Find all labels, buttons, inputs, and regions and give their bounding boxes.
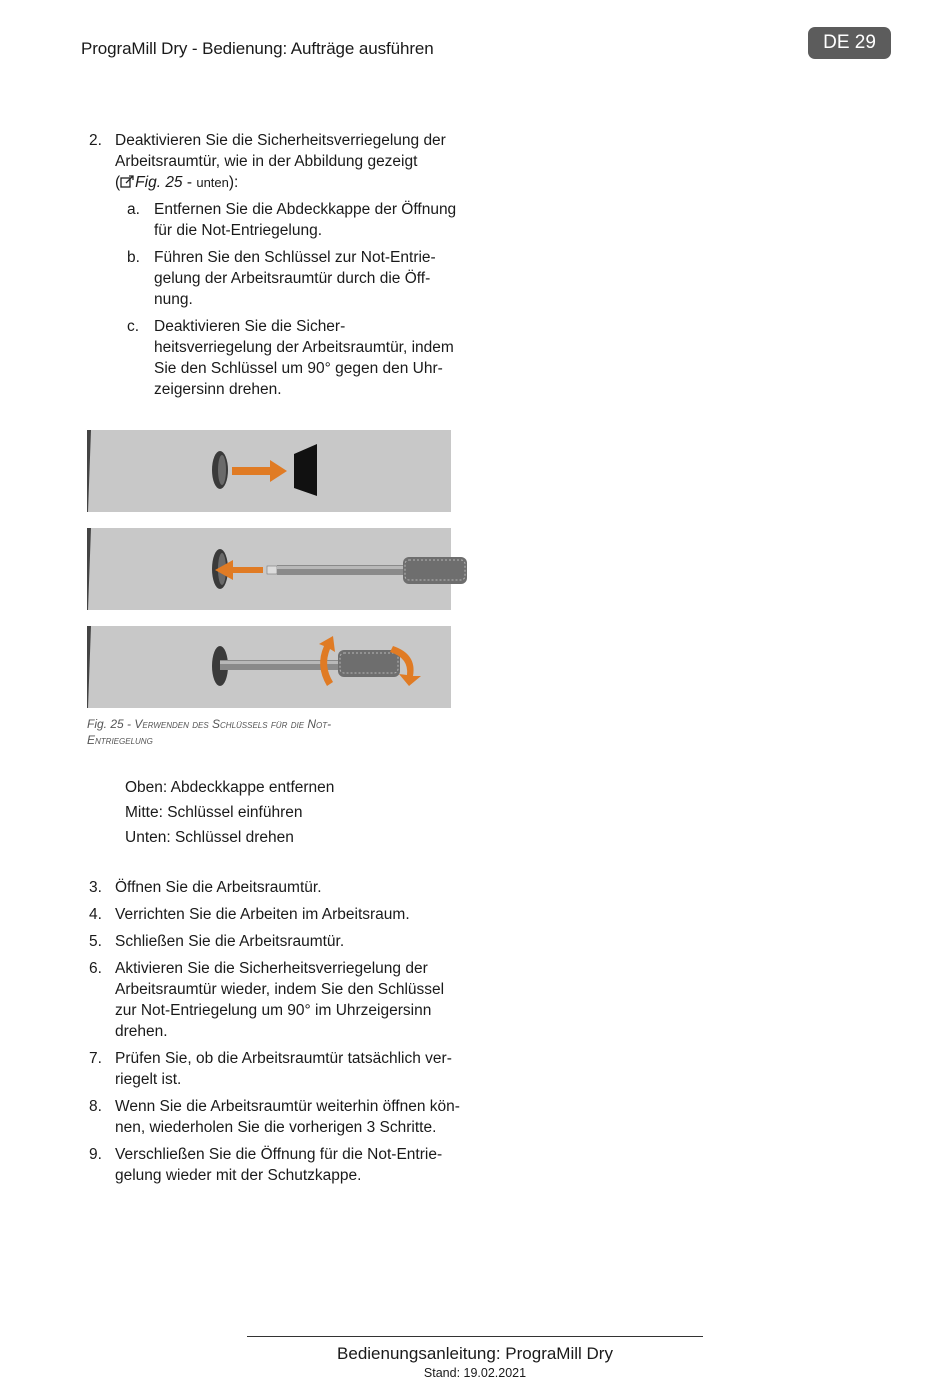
page-badge: DE 29 xyxy=(808,27,891,59)
footer-title: Bedienungsanleitung: PrograMill Dry xyxy=(337,1344,613,1363)
legend-item: Oben: Abdeckkappe entfernen xyxy=(125,779,335,796)
substep-a: a. Entfernen Sie die Abdeckkappe der Öffnung für die Not-Entriegelung. xyxy=(127,201,457,239)
arrow-right-icon xyxy=(232,460,287,482)
figure-panel-insert-key xyxy=(87,528,451,610)
step-8: 8. Wenn Sie die Arbeitsraumtür weiterhin öffnen kön- nen, wiederholen Sie die vorherigen 3 Schritte. xyxy=(89,1098,460,1136)
footer-date: Stand: 19.02.2021 xyxy=(423,1366,527,1380)
instructions-part-2 xyxy=(89,877,479,1192)
step-7: 7. Prüfen Sie, ob die Arbeitsraumtür tatsächlich ver- riegelt ist. xyxy=(89,1050,452,1088)
figure-reference[interactable]: ( Fig. 25 - unten): xyxy=(115,174,239,191)
figure-caption: Fig. 25 - Verwenden des Schlüssels für die Not- Entriegelung xyxy=(87,717,332,747)
figure-legend xyxy=(125,775,334,850)
cap-icon xyxy=(294,444,317,496)
step-6: 6. Aktivieren Sie die Sicherheitsverriegelung der Arbeitsraumtür wieder, indem Sie den Schlüssel zur Not-Entriegelung um 90° im Uhrzeigersinn drehen. xyxy=(89,960,445,1040)
step-text: Deaktivieren Sie die Sicherheitsverriegelung der Arbeitsraumtür, wie in der Abbildung gezeigt ( Fig. 25 - unten): xyxy=(115,132,446,191)
footer-divider xyxy=(247,1336,703,1337)
instructions-part-1 xyxy=(89,130,479,406)
header-title: PrograMill Dry - Bedienung: Aufträge ausführen xyxy=(81,39,434,58)
substep-list xyxy=(115,199,479,400)
substep-b: b. Führen Sie den Schlüssel zur Not-Entrie- gelung der Arbeitsraumtür durch die Öff- nung. xyxy=(127,249,436,308)
legend-item: Unten: Schlüssel drehen xyxy=(125,829,294,846)
step-4: 4. Verrichten Sie die Arbeiten im Arbeitsraum. xyxy=(89,906,410,923)
step-3: 3. Öffnen Sie die Arbeitsraumtür. xyxy=(89,879,322,896)
step-5: 5. Schließen Sie die Arbeitsraumtür. xyxy=(89,933,345,950)
step-2 xyxy=(89,130,479,400)
external-link-icon xyxy=(120,174,135,188)
step-number: 2. xyxy=(89,132,102,149)
figure-25 xyxy=(87,430,472,720)
legend-item: Mitte: Schlüssel einführen xyxy=(125,804,303,821)
substep-c: c. Deaktivieren Sie die Sicher- heitsverriegelung der Arbeitsraumtür, indem Sie den Schlüssel um 90° gegen den Uhr- zeigersinn drehen. xyxy=(127,318,454,398)
figure-panel-remove-cap xyxy=(87,430,451,512)
step-9: 9. Verschließen Sie die Öffnung für die Not-Entrie- gelung wieder mit der Schutzkappe. xyxy=(89,1146,443,1184)
figure-panel-turn-key xyxy=(87,626,451,708)
